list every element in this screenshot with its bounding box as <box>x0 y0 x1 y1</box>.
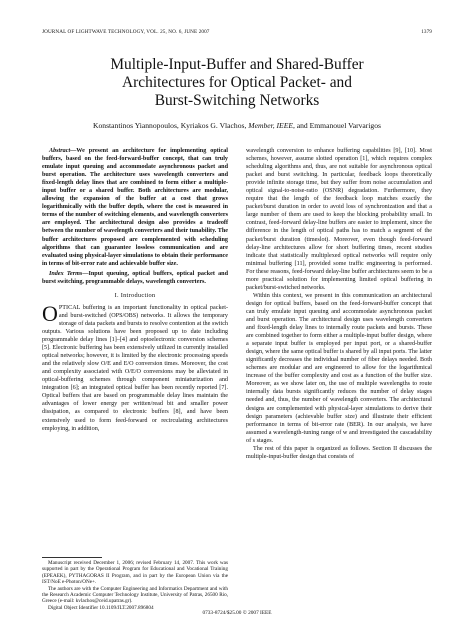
footnote-affiliation: The authors are with the Computer Engineering and Informatics Department and with the Research Academic Computer Technology Institute, University of Patras, 26500 Rio, Greece (e-mail: kvlachos@ceid.upatras.gr). <box>42 585 228 605</box>
page-number: 1379 <box>421 29 432 35</box>
index-terms <box>42 270 228 286</box>
drop-cap: O <box>42 300 58 326</box>
journal-name: JOURNAL OF LIGHTWAVE TECHNOLOGY, VOL. 25, NO. 6, JUNE 2007 <box>42 29 210 35</box>
index-terms-label: Index Terms <box>49 270 83 277</box>
right-paragraph-2: Within this context, we present in this communication an architectural design for optical buffers, based on the feed-forward-buffer concept that can truly emulate input queuing and accommodate asynchronous packet and burst operation. The architectural design uses wavelength converters and fixed-length delay lines to internally route packets and bursts. These are combined together to form either a multiple-input buffer design, where a separate input buffer is employed per input port, or a shared-buffer design, where the same optical buffer is shared by all input ports. The latter significantly decreases the individual number of fiber delays needed. Both schemes are modular and are engineered to allow for the logarithmical increase of the buffer complexity and cost as a function of the buffer size. Moreover, as we show later on, the use of multiple wavelengths to route internally data bursts significantly reduces the number of delay stages needed and, thus, the number of wavelength converters. The architectural designs are complemented with physical-layer simulations to derive their design parameters (achievable buffer size) and illustrate their efficient performance in terms of bit-error rate (BER). In our analysis, we have assumed a wavelength-tuning range of w and investigated the cascadability of s stages. <box>246 292 432 444</box>
author-membership: Member, IEEE <box>248 121 293 130</box>
left-column <box>42 147 228 433</box>
copyright-footer: 0733-8724/$25.00 © 2007 IEEE <box>202 610 272 616</box>
intro-paragraph-text: PTICAL buffering is an important functionality in optical packet- and burst-switched (OPS/OBS) networks. It allows the temporary storage of data packets and bursts to resolve contention at the switch outputs. Various solutions have been proposed up to date including programmable delay lines [1]–[4] and optoelectronic conversion schemes [5]. Electronic buffering has been extensively utilized in currently installed optical networks; however, it is limited by the electronic processing speeds and the relatively slow O/E and E/O conversion times. Moreover, the cost and complexity associated with O/E/O conversions may be alleviated in optical-buffering schemes through component miniaturization and integration [6]; an integrated optical buffer has been recently reported [7]. Optical buffers that are based on programmable delay lines maintain the advantages of lower energy per written/read bit and smaller power dissipation, as compared to electronic buffers [8], and have been extensively used to form feed-forward or recirculating architectures employing, in addition, <box>42 304 228 432</box>
right-paragraph-1: wavelength conversion to enhance buffering capabilities [9], [10]. Most schemes, however, assume slotted operation [1], which requires complex scheduling algorithms and, thus, are not suitable for asynchronous optical packet and burst switching. In particular, feedback loops theoretically provide infinite storage time, but they suffer from noise accumulation and optical signal-to-noise-ratio (OSNR) degradation. Furthermore, they require that the length of the feedback loop matches exactly the packet/burst duration in order to avoid loss of synchronization and that a large number of them are used to keep the blocking probability small. In contrast, feed-forward delay-line buffers are easier to implement, since the difference in the length of optical paths has to match a segment of the packet/burst duration (timeslot). Moreover, even though feed-forward delay-line architectures allow for short buffering times, recent studies indicate that statistically multiplexed optical networks will require only minimal buffering [11], provided some traffic engineering is performed. For these reasons, feed-forward delay-line buffer architectures seem to be a more practical solution for implementing limited optical buffering in packet/burst-switched networks. <box>246 148 432 291</box>
right-column <box>246 147 432 461</box>
abstract-text: —We present an architecture for implementing optical buffers, based on the feed-forward-buffer concept, that can truly emulate input queuing and accommodate asynchronous packet and burst operation. The architecture uses wavelength converters and fixed-length delay lines that are combined to form either a multiple-input buffer or a shared buffer. Both architectures are modular, allowing the expansion of the buffer at a cost that grows logarithmically with the buffer depth, where the cost is measured in terms of the number of switching elements, and wavelength converters are employed. The architectural design also provides a tradeoff between the number of wavelength converters and their tunability. The buffer architectures proposed are complemented with scheduling algorithms that can guarantee lossless communication and are evaluated using physical-layer simulations to obtain their performance in terms of bit-error rate and achievable buffer size. <box>42 148 228 267</box>
title-line-1: Multiple-Input-Buffer and Shared-Buffer <box>110 56 364 73</box>
author-list <box>40 121 434 130</box>
author-names: Konstantinos Yiannopoulos, Kyriakos G. Vlachos, <box>93 121 249 130</box>
abstract <box>42 147 228 268</box>
abstract-label: Abstract <box>49 148 71 154</box>
running-head <box>42 29 432 35</box>
title-line-2: Architectures for Optical Packet- and <box>122 74 352 92</box>
title-line-3: Burst-Switching Networks <box>154 92 320 110</box>
paper-title <box>40 56 434 111</box>
footnote-doi: Digital Object Identifier 10.1109/JLT.2007.896804 <box>48 604 154 611</box>
footnote-manuscript: Manuscript received December 1, 2006; revised February 14, 2007. This work was supported in part by the Operational Program for Educational and Vocational Training (EPEAEK), PYTHAGORAS II Program, and in part by the European Union via the IST/NoE e-Photon/ONe+. <box>42 560 228 586</box>
intro-paragraph <box>42 300 228 433</box>
index-terms-text: —Input queuing, optical buffers, optical packet and burst switching, programmable delays, wavelength converters. <box>42 270 228 285</box>
footnotes <box>42 560 228 611</box>
footnote-divider <box>42 557 102 558</box>
author-names-tail: , and Emmanouel Varvarigos <box>292 121 381 130</box>
section-heading-introduction: I. Introduction <box>114 291 156 299</box>
right-paragraph-3: The rest of this paper is organized as follows. Section II discusses the multiple-input-buffer design that consists of <box>246 445 432 460</box>
